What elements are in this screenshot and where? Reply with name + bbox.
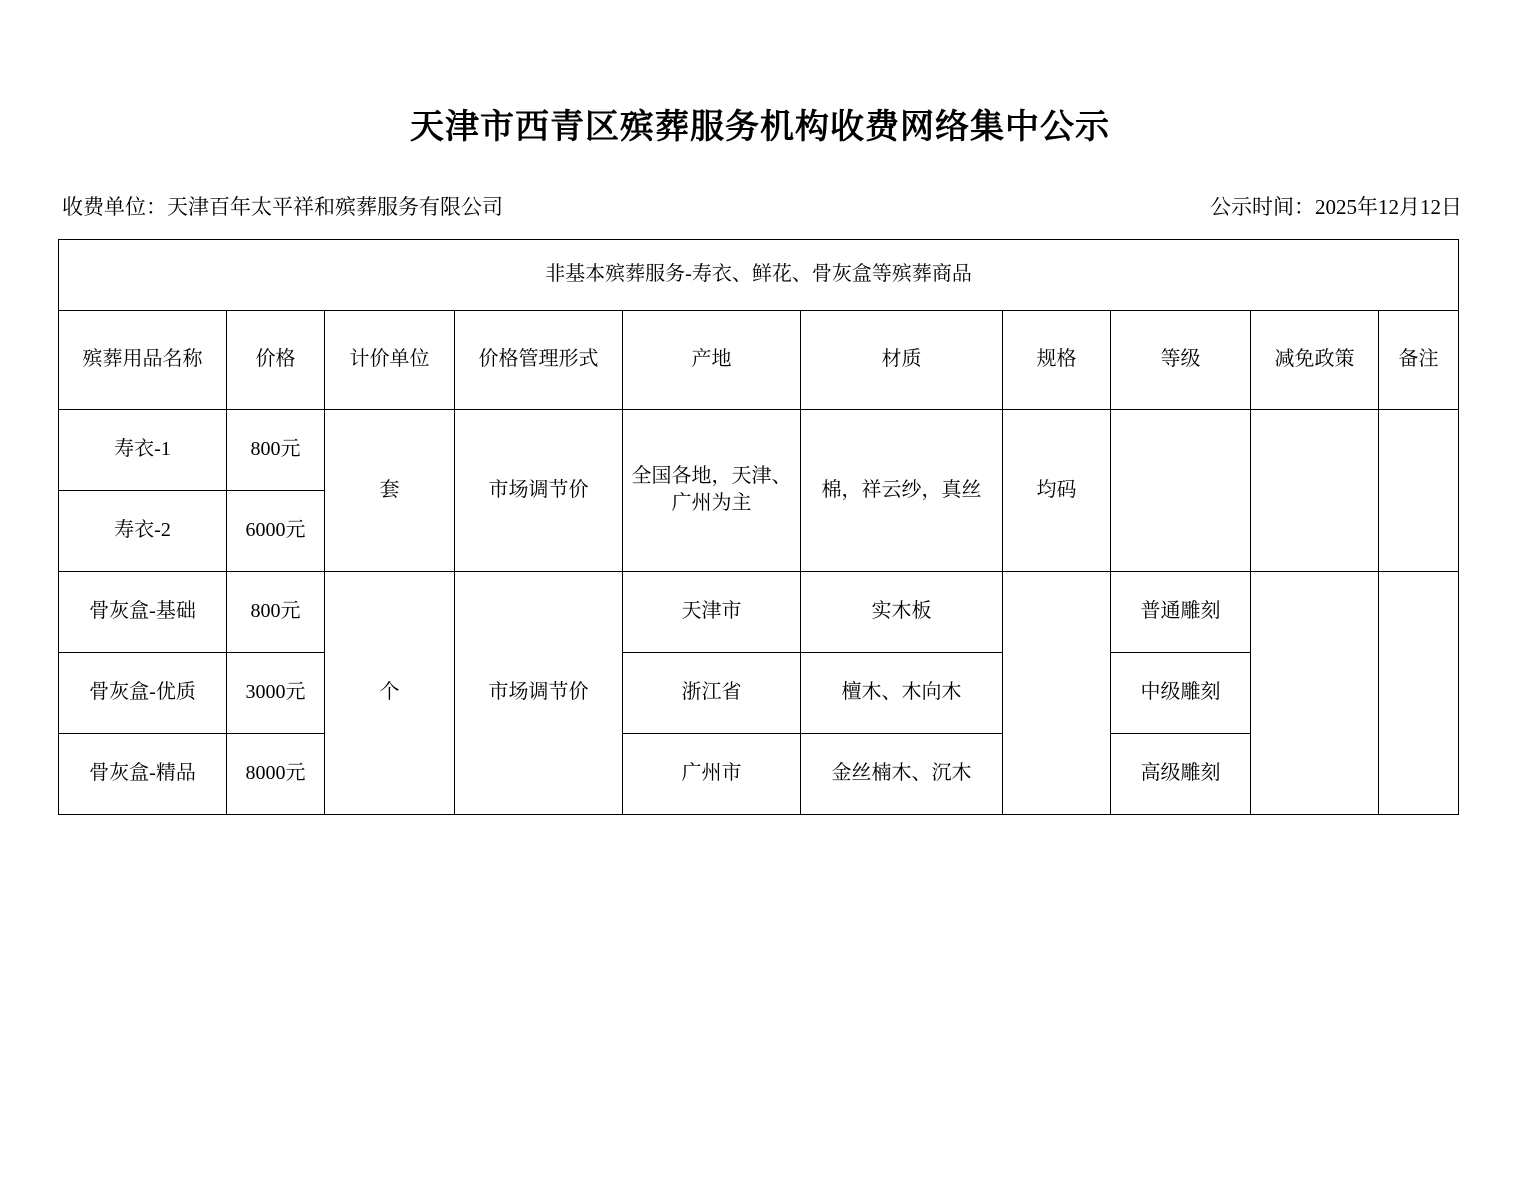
cell-price-form: 市场调节价 <box>455 409 623 571</box>
cell-material: 棉，祥云纱，真丝 <box>801 409 1003 571</box>
cell-name: 寿衣-2 <box>59 490 227 571</box>
cell-origin: 天津市 <box>623 571 801 652</box>
column-header-name: 殡葬用品名称 <box>59 310 227 409</box>
column-header-policy: 减免政策 <box>1251 310 1379 409</box>
cell-origin: 全国各地，天津、广州为主 <box>623 409 801 571</box>
table-header-row <box>59 310 1459 409</box>
document-page <box>0 108 1520 1182</box>
table-row <box>59 571 1459 652</box>
column-header-price: 价格 <box>227 310 325 409</box>
table-section-title: 非基本殡葬服务-寿衣、鲜花、骨灰盒等殡葬商品 <box>59 239 1459 310</box>
cell-price: 8000元 <box>227 733 325 814</box>
table-row <box>59 409 1459 490</box>
cell-origin: 浙江省 <box>623 652 801 733</box>
cell-policy <box>1251 571 1379 814</box>
cell-material: 檀木、木向木 <box>801 652 1003 733</box>
document-meta <box>62 191 1462 221</box>
cell-unit: 个 <box>325 571 455 814</box>
column-header-price-form: 价格管理形式 <box>455 310 623 409</box>
cell-spec: 均码 <box>1003 409 1111 571</box>
cell-grade <box>1111 409 1251 571</box>
cell-grade: 中级雕刻 <box>1111 652 1251 733</box>
cell-spec <box>1003 571 1111 814</box>
table-row <box>59 733 1459 814</box>
cell-price-form: 市场调节价 <box>455 571 623 814</box>
column-header-remark: 备注 <box>1379 310 1459 409</box>
cell-material: 金丝楠木、沉木 <box>801 733 1003 814</box>
price-table <box>58 239 1459 815</box>
cell-price: 800元 <box>227 409 325 490</box>
cell-name: 骨灰盒-基础 <box>59 571 227 652</box>
table-section-row <box>59 239 1459 310</box>
cell-remark <box>1379 409 1459 571</box>
cell-price: 3000元 <box>227 652 325 733</box>
page-title: 天津市西青区殡葬服务机构收费网络集中公示 <box>410 109 1110 146</box>
cell-policy <box>1251 409 1379 571</box>
charging-unit-label: 收费单位：天津百年太平祥和殡葬服务有限公司 <box>62 194 503 219</box>
cell-name: 骨灰盒-精品 <box>59 733 227 814</box>
table-row <box>59 652 1459 733</box>
cell-remark <box>1379 571 1459 814</box>
cell-grade: 普通雕刻 <box>1111 571 1251 652</box>
cell-material: 实木板 <box>801 571 1003 652</box>
publish-date-label: 公示时间：2025年12月12日 <box>1210 194 1462 219</box>
column-header-unit: 计价单位 <box>325 310 455 409</box>
column-header-material: 材质 <box>801 310 1003 409</box>
cell-name: 寿衣-1 <box>59 409 227 490</box>
column-header-spec: 规格 <box>1003 310 1111 409</box>
column-header-origin: 产地 <box>623 310 801 409</box>
cell-price: 800元 <box>227 571 325 652</box>
column-header-grade: 等级 <box>1111 310 1251 409</box>
cell-price: 6000元 <box>227 490 325 571</box>
cell-name: 骨灰盒-优质 <box>59 652 227 733</box>
cell-grade: 高级雕刻 <box>1111 733 1251 814</box>
cell-unit: 套 <box>325 409 455 571</box>
cell-origin: 广州市 <box>623 733 801 814</box>
